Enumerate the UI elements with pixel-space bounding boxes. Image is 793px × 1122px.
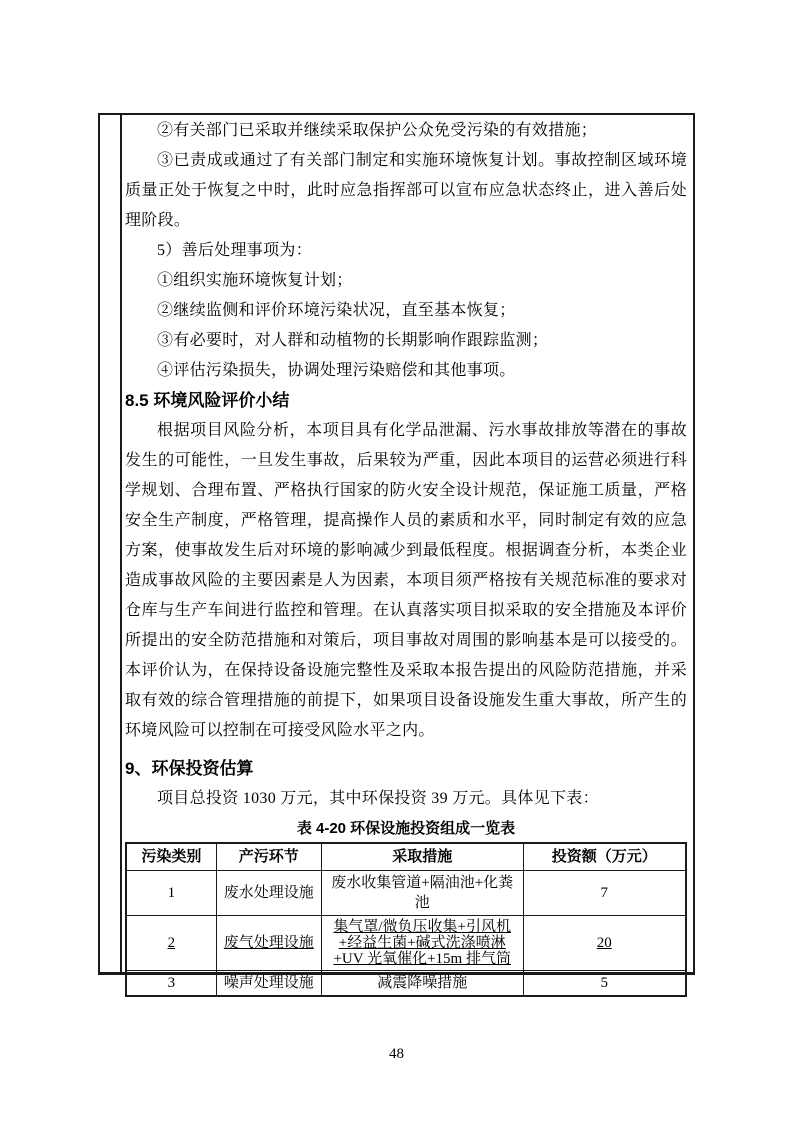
paragraph-aftercare-4: ④评估污染损失，协调处理污染赔偿和其他事项。 — [157, 362, 516, 379]
section-9-intro: 项目总投资 1030 万元，其中环保投资 39 万元。具体见下表： — [157, 790, 599, 807]
cell-amount: 5 — [523, 971, 686, 997]
cell-measure: 减震降噪措施 — [321, 971, 523, 997]
table-row — [126, 871, 686, 916]
table-caption: 表 4-20 环保设施投资组成一览表 — [296, 820, 516, 837]
page-number: 48 — [389, 1046, 404, 1062]
table-header-row — [126, 843, 686, 871]
cell-facility: 废气处理设施 — [216, 916, 321, 971]
content-area — [122, 115, 693, 991]
paragraph-measure-3: ③已责成或通过了有关部门制定和实施环境恢复计划。事故控制区域环境质量正处于恢复之中时，此时应急指挥部可以宣布应急状态终止，进入善后处理阶段。 — [125, 152, 687, 229]
table-row — [126, 916, 686, 971]
section-9-heading: 9、环保投资估算 — [125, 759, 254, 778]
content-frame — [98, 113, 695, 991]
section-8-5-heading: 8.5 环境风险评价小结 — [125, 391, 290, 410]
paragraph-aftercare-1: ①组织实施环境恢复计划； — [157, 272, 353, 289]
cell-index: 2 — [126, 916, 216, 971]
cell-amount: 20 — [523, 916, 686, 971]
table-row — [126, 971, 686, 997]
header-pollution-category: 污染类别 — [126, 843, 216, 871]
header-investment: 投资额（万元） — [523, 843, 686, 871]
cell-facility: 废水处理设施 — [216, 871, 321, 916]
cell-measure: 废水收集管道+隔油池+化粪池 — [321, 871, 523, 916]
cell-amount: 7 — [523, 871, 686, 916]
paragraph-aftercare-3: ③有必要时，对人群和动植物的长期影响作跟踪监测； — [157, 332, 549, 349]
paragraph-aftercare-2: ②继续监侧和评价环境污染状况，直至基本恢复； — [157, 302, 516, 319]
left-gutter-column — [100, 115, 122, 972]
cell-index: 3 — [126, 971, 216, 997]
cell-measure: 集气罩/微负压收集+引风机+经益生菌+碱式洗涤喷淋+UV 光氧催化+15m 排气筒 — [321, 916, 523, 971]
investment-table — [125, 842, 687, 997]
header-pollution-stage: 产污环节 — [216, 843, 321, 871]
paragraph-measure-2: ②有关部门已采取并继续采取保护公众免受污染的有效措施； — [157, 122, 598, 139]
cell-facility: 噪声处理设施 — [216, 971, 321, 997]
cell-index: 1 — [126, 871, 216, 916]
section-8-5-body: 根据项目风险分析，本项目具有化学品泄漏、污水事故排放等潜在的事故发生的可能性，一旦发生事故，后果较为严重，因此本项目的运营必须进行科学规划、合理布置、严格执行国家的防火安全设计规范，保证施工质量，严格安全生产制度，严格管理，提高操作人员的素质和水平，同时制定有效的应急方案，使事故发生后对环境的影响减少到最低程度。根据调查分析，本类企业造成事故风险的主要因素是人为因素，本项目须严格按有关规范标准的要求对仓库与生产车间进行监控和管理。在认真落实项目拟采取的安全措施及本评价所提出的安全防范措施和对策后，项目事故对周围的影响基本是可以接受的。本评价认为，在保持设备设施完整性及采取本报告提出的风险防范措施，并采取有效的综合管理措施的前提下，如果项目设备设施发生重大事故，所产生的环境风险可以控制在可接受风险水平之内。 — [125, 422, 687, 739]
header-measures: 采取措施 — [321, 843, 523, 871]
paragraph-aftercare-title: 5）善后处理事项为： — [157, 242, 313, 259]
